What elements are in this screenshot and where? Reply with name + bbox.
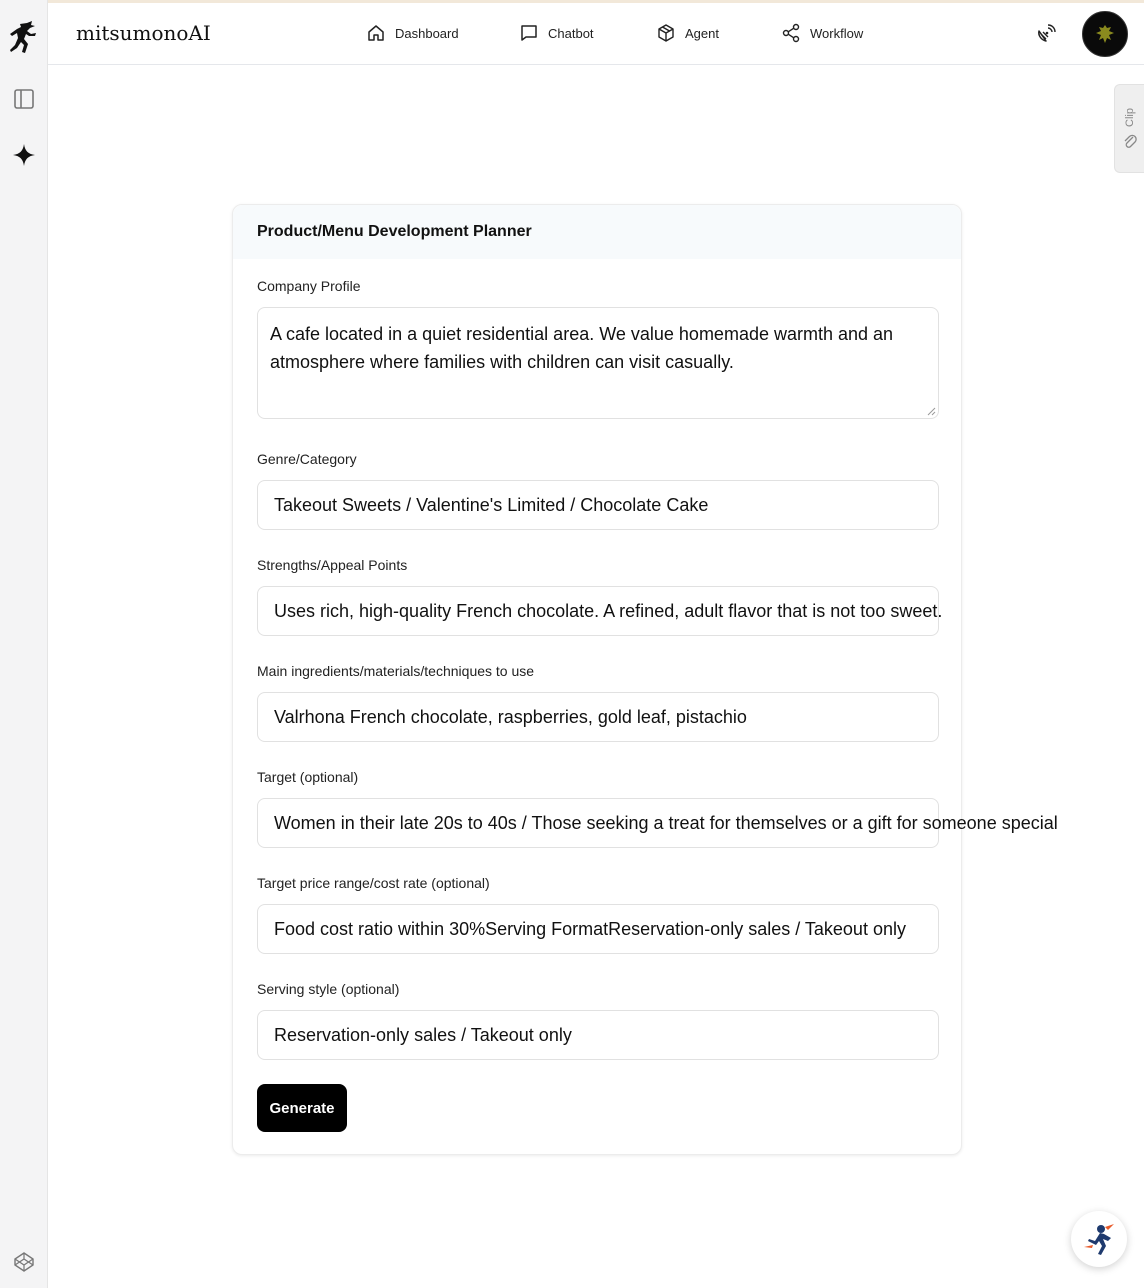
home-icon	[366, 23, 386, 43]
brand-name[interactable]: mitsumonoAI	[76, 21, 211, 45]
satellite-dish-icon[interactable]	[1034, 22, 1058, 46]
company-profile-textarea[interactable]	[257, 307, 939, 419]
nav-workflow[interactable]	[781, 23, 863, 43]
clip-label: Clip	[1123, 108, 1136, 127]
paperclip-icon	[1123, 133, 1137, 149]
cube-icon	[656, 23, 676, 43]
ingredients-input[interactable]: Valrhona French chocolate, raspberries, gold leaf, pistachio	[257, 692, 939, 742]
sidebar	[0, 0, 48, 1288]
sidebar-toggle-icon[interactable]	[0, 86, 48, 112]
ninja-mascot-icon	[1081, 1221, 1117, 1257]
ingredients-label: Main ingredients/materials/techniques to use	[257, 663, 535, 679]
company-profile-value: A cafe located in a quiet residential area. We value homemade warmth and an atmosphere where families with children can visit casually.	[270, 324, 894, 372]
target-input[interactable]: Women in their late 20s to 40s / Those seeking a treat for themselves or a gift for someone special	[257, 798, 939, 848]
company-profile-label: Company Profile	[257, 278, 361, 294]
strengths-label: Strengths/Appeal Points	[257, 557, 408, 573]
genre-label: Genre/Category	[257, 451, 357, 467]
sparkle-icon[interactable]	[0, 142, 48, 168]
chat-bubble-icon	[519, 23, 539, 43]
target-label: Target (optional)	[257, 769, 359, 785]
card-title: Product/Menu Development Planner	[233, 205, 961, 259]
price-label: Target price range/cost rate (optional)	[257, 875, 490, 891]
clip-side-tab[interactable]	[1114, 84, 1144, 173]
user-avatar[interactable]	[1082, 11, 1128, 57]
planner-card	[232, 204, 1058, 1155]
assistant-fab[interactable]	[1071, 1211, 1127, 1267]
serving-label: Serving style (optional)	[257, 981, 400, 997]
serving-input[interactable]: Reservation-only sales / Takeout only	[257, 1010, 939, 1060]
nav-label: Agent	[685, 25, 719, 41]
ninja-logo-icon[interactable]	[0, 18, 48, 58]
nav-dashboard[interactable]	[366, 23, 459, 43]
share-nodes-icon	[781, 23, 801, 43]
nav-agent[interactable]	[656, 23, 719, 43]
top-header	[48, 3, 1144, 65]
generate-button[interactable]: Generate	[257, 1084, 347, 1132]
nav-label: Dashboard	[395, 25, 459, 41]
nav-chatbot[interactable]	[519, 23, 594, 43]
price-input[interactable]: Food cost ratio within 30%Serving FormatReservation-only sales / Takeout only	[257, 904, 939, 954]
genre-input[interactable]: Takeout Sweets / Valentine's Limited / Chocolate Cake	[257, 480, 939, 530]
resize-grip-icon[interactable]	[926, 406, 936, 416]
avatar-figure-icon	[1092, 21, 1118, 47]
nav-label: Chatbot	[548, 25, 594, 41]
codepen-icon[interactable]	[0, 1250, 48, 1274]
strengths-input[interactable]: Uses rich, high-quality French chocolate. A refined, adult flavor that is not too sweet.	[257, 586, 939, 636]
nav-label: Workflow	[810, 25, 864, 41]
